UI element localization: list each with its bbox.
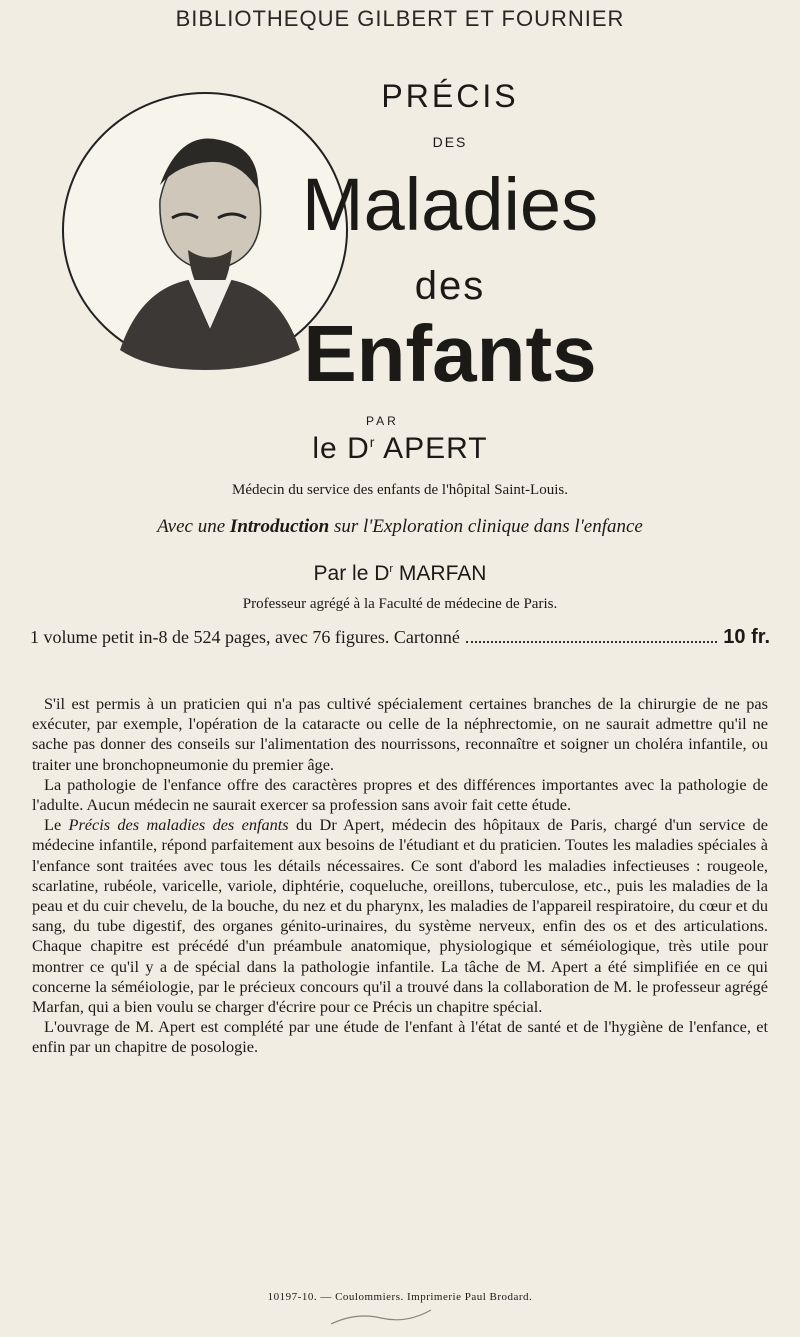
author-role: Médecin du service des enfants de l'hôpital Saint-Louis. bbox=[232, 482, 568, 498]
leader-dots bbox=[466, 629, 717, 643]
marfan-line bbox=[0, 562, 800, 586]
author-surname: APERT bbox=[383, 432, 488, 465]
title-des-small: DES bbox=[432, 134, 468, 150]
paragraph-4: L'ouvrage de M. Apert est complété par une étude de l'enfant à l'état de santé et de l'hygiène de l'enfance, et enfin par un chapitre de posologie. bbox=[32, 1017, 768, 1057]
p3-rest: du Dr Apert, médecin des hôpitaux de Paris, chargé d'un service de médecine infantile, répond parfaitement aux besoins de l'étudiant et du praticien. Toutes les maladies spéciales à l'enfance sont traitées avec tous les détails nécessaires. Ce sont d'abord les maladies infectieuses : rougeole, scarlatine, rubéole, varicelle, variole, diphtérie, coqueluche, oreillons, tuberculose, etc., puis les maladies de la peau et du cuir chevelu, de la bouche, du nez et du pharynx, les maladies de l'appareil respiratoire, du cœur et du sang, du tube digestif, des organes génito-urinaires, du système nerveux, enfin des os et des articulations. Chaque chapitre est précédé d'un préambule anatomique, physiologique et séméiologique, très utile pour montrer ce qu'il y a de spécial dans la pathologie infantile. La tâche de M. Apert a été simplifiée en ce qui concerne la séméiologie, par le précieux concours qu'il a trouvé dans la collaboration de M. le professeur agrégé Marfan, qui a bien voulu se charger d'écrire pour ce Précis un chapitre spécial. bbox=[32, 815, 768, 1017]
marfan-role: Professeur agrégé à la Faculté de médecine de Paris. bbox=[242, 596, 558, 612]
author-prefix: le D bbox=[312, 432, 370, 465]
volume-price: 10 fr. bbox=[723, 626, 770, 648]
volume-description: 1 volume petit in-8 de 524 pages, avec 76 figures. Cartonné bbox=[30, 627, 460, 647]
author-sup: r bbox=[369, 434, 376, 450]
title-enfants: Enfants bbox=[303, 309, 597, 398]
title-precis: PRÉCIS bbox=[381, 78, 519, 114]
introduction-line bbox=[0, 516, 800, 538]
paragraph-3 bbox=[32, 815, 768, 1017]
intro-suffix: sur l'Exploration clinique dans l'enfance bbox=[329, 516, 643, 537]
marfan-name: MARFAN bbox=[398, 562, 487, 585]
author-name bbox=[0, 432, 800, 466]
p3-prefix: Le bbox=[44, 815, 69, 835]
paragraph-2: La pathologie de l'enfance offre des caractères propres et des différences importantes avec la pathologie de l'adulte. Aucun médecin ne saurait exercer sa profession sans avoir fait cette étude. bbox=[32, 774, 768, 815]
paragraph-1: S'il est permis à un praticien qui n'a pas cultivé spécialement certaines branches de la chirurgie de ne pas exécuter, par exemple, l'opération de la cataracte ou celle de la néphrectomie, on ne saurait admettre qu'il ne sache pas donner des conseils sur l'alimentation des nourrissons, reconnaître et soigner un choléra infantile, ou traiter une bronchopneumonie du premier âge. bbox=[32, 694, 768, 774]
library-header: BIBLIOTHEQUE GILBERT ET FOURNIER bbox=[175, 6, 625, 31]
marfan-prefix: Par le D bbox=[313, 562, 390, 585]
pencil-mark bbox=[326, 1306, 436, 1330]
title-des: des bbox=[414, 264, 486, 308]
imprint-line: 10197-10. — Coulommiers. Imprimerie Paul Brodard. bbox=[267, 1291, 533, 1303]
intro-prefix: Avec une bbox=[157, 516, 230, 537]
volume-line bbox=[30, 626, 770, 649]
description-text bbox=[32, 694, 768, 1058]
title-maladies: Maladies bbox=[301, 163, 599, 246]
intro-keyword: Introduction bbox=[229, 516, 330, 537]
marfan-sup: r bbox=[389, 563, 394, 575]
par-label: PAR bbox=[366, 414, 399, 428]
p3-book-title: Précis des maladies des enfants bbox=[68, 815, 289, 835]
